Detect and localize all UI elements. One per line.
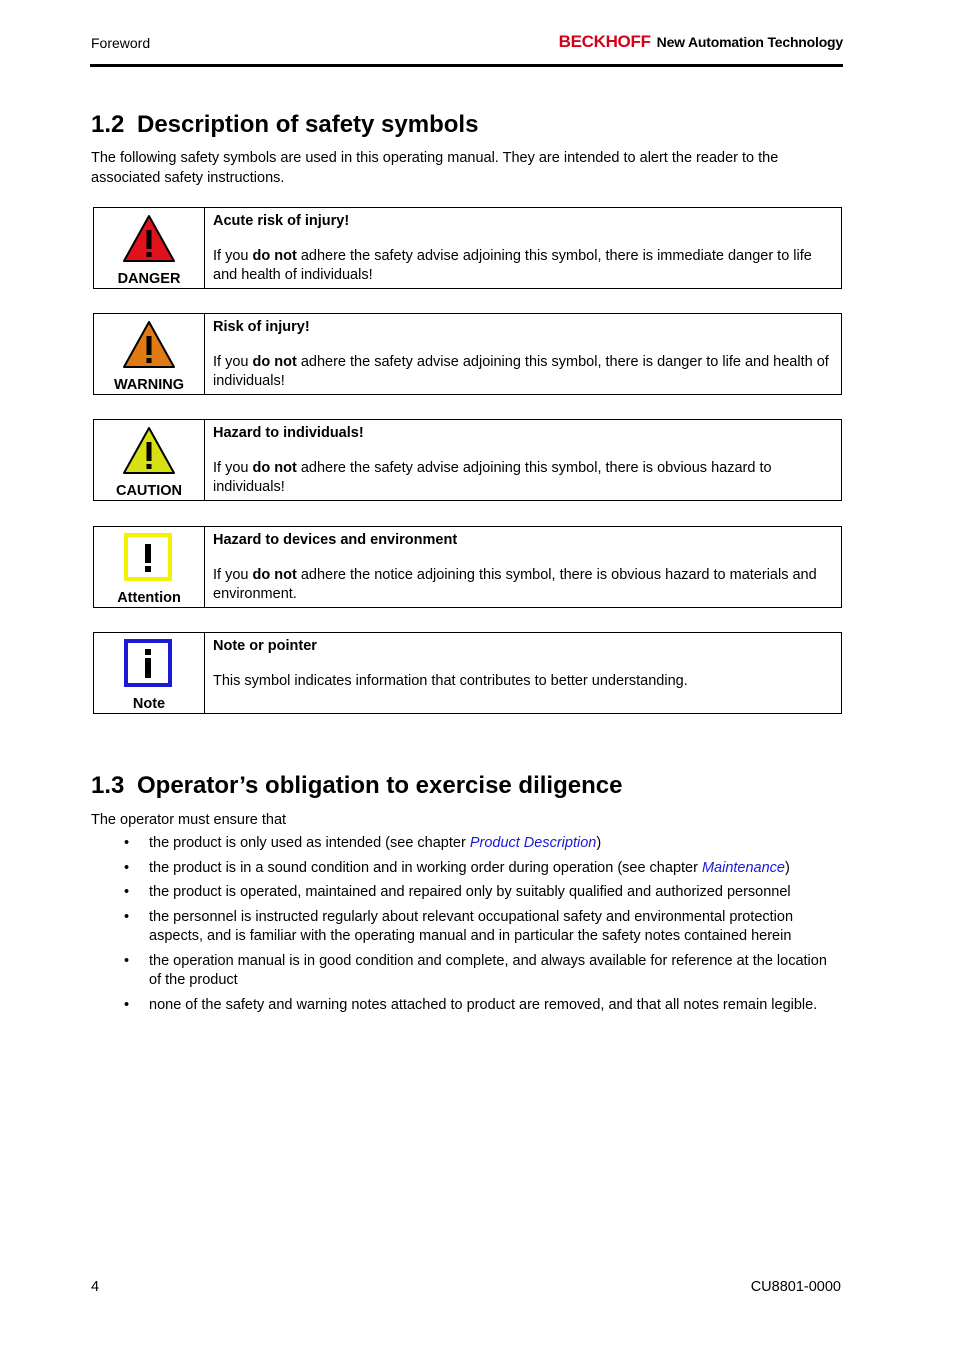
symbol-cell bbox=[94, 420, 205, 500]
list-item: • the personnel is instructed regularly about relevant occupational safety and environmental protection aspects, and is familiar with the operating manual and in particular the safety notes contained herein bbox=[124, 908, 794, 944]
symbol-text: This symbol indicates information that contributes to better understanding. bbox=[213, 673, 688, 689]
symbol-title: Note or pointer bbox=[213, 638, 317, 654]
symbol-description bbox=[213, 318, 835, 391]
symbol-box-caution bbox=[93, 419, 842, 501]
symbol-text: If you do not adhere the safety advise adjoining this symbol, there is obvious hazard to individuals! bbox=[213, 460, 772, 495]
caution-triangle-icon bbox=[122, 426, 176, 476]
symbol-text: If you do not adhere the safety advise adjoining this symbol, there is danger to life and health of individuals! bbox=[213, 354, 829, 389]
symbol-cell bbox=[94, 527, 205, 607]
symbol-title: Acute risk of injury! bbox=[213, 213, 350, 229]
symbol-box-note bbox=[93, 632, 842, 714]
attention-exclamation-icon bbox=[122, 533, 176, 583]
symbol-title: Hazard to devices and environment bbox=[213, 532, 458, 548]
list-item: • the operation manual is in good condition and complete, and always available for reference at the location of the product bbox=[124, 952, 827, 988]
symbol-description bbox=[213, 424, 835, 497]
note-info-icon bbox=[122, 639, 176, 689]
symbol-label: Attention bbox=[117, 590, 181, 606]
section-1-2-intro: The following safety symbols are used in this operating manual. They are intended to alert the reader to the associated safety instructions. bbox=[91, 150, 779, 186]
symbol-label: DANGER bbox=[117, 271, 181, 287]
obligations-list bbox=[91, 834, 843, 1020]
list-item: • the product is in a sound condition and in working order during operation (see chapter Maintenance) bbox=[124, 859, 790, 876]
symbol-label: Note bbox=[132, 696, 166, 712]
link-maintenance[interactable]: Maintenance bbox=[701, 859, 785, 876]
symbol-title: Hazard to individuals! bbox=[213, 425, 364, 441]
section-1-3-heading: 1.3 Operator’s obligation to exercise diligence bbox=[91, 772, 623, 799]
link-product-description[interactable]: Product Description bbox=[469, 835, 597, 851]
symbol-title: Risk of injury! bbox=[213, 319, 310, 335]
document-id: CU8801-0000 bbox=[750, 1279, 841, 1295]
brand-tagline: New Automation Technology bbox=[656, 34, 843, 50]
symbol-box-warning bbox=[93, 313, 842, 395]
danger-triangle-icon bbox=[122, 214, 176, 264]
symbol-text: If you do not adhere the safety advise adjoining this symbol, there is immediate danger to life and health of individuals! bbox=[213, 248, 812, 283]
symbol-cell bbox=[94, 208, 205, 288]
header-brand bbox=[559, 32, 843, 52]
section-1-2-heading: 1.2 Description of safety symbols bbox=[91, 111, 479, 138]
list-item: • none of the safety and warning notes attached to product are removed, and that all notes remain legible. bbox=[124, 996, 818, 1013]
symbol-label: CAUTION bbox=[115, 483, 183, 499]
symbol-box-danger bbox=[93, 207, 842, 289]
symbol-description bbox=[213, 637, 835, 691]
page-header bbox=[90, 26, 843, 67]
symbol-cell bbox=[94, 633, 205, 713]
symbol-description bbox=[213, 212, 835, 285]
symbol-text: If you do not adhere the notice adjoining this symbol, there is obvious hazard to materials and environment. bbox=[213, 567, 817, 602]
section-1-3-intro: The operator must ensure that bbox=[91, 812, 287, 828]
list-item: • the product is only used as intended (see chapter Product Description) bbox=[124, 835, 602, 851]
symbol-description bbox=[213, 531, 835, 604]
symbol-box-attention bbox=[93, 526, 842, 608]
symbol-label: WARNING bbox=[113, 377, 185, 393]
brand-logo: BECKHOFF bbox=[558, 32, 651, 51]
warning-triangle-icon bbox=[122, 320, 176, 370]
list-item: • the product is operated, maintained and repaired only by suitably qualified and authorized personnel bbox=[124, 884, 791, 900]
symbol-cell bbox=[94, 314, 205, 394]
page-number: 4 bbox=[91, 1279, 100, 1295]
header-section-title: Foreword bbox=[91, 35, 151, 51]
